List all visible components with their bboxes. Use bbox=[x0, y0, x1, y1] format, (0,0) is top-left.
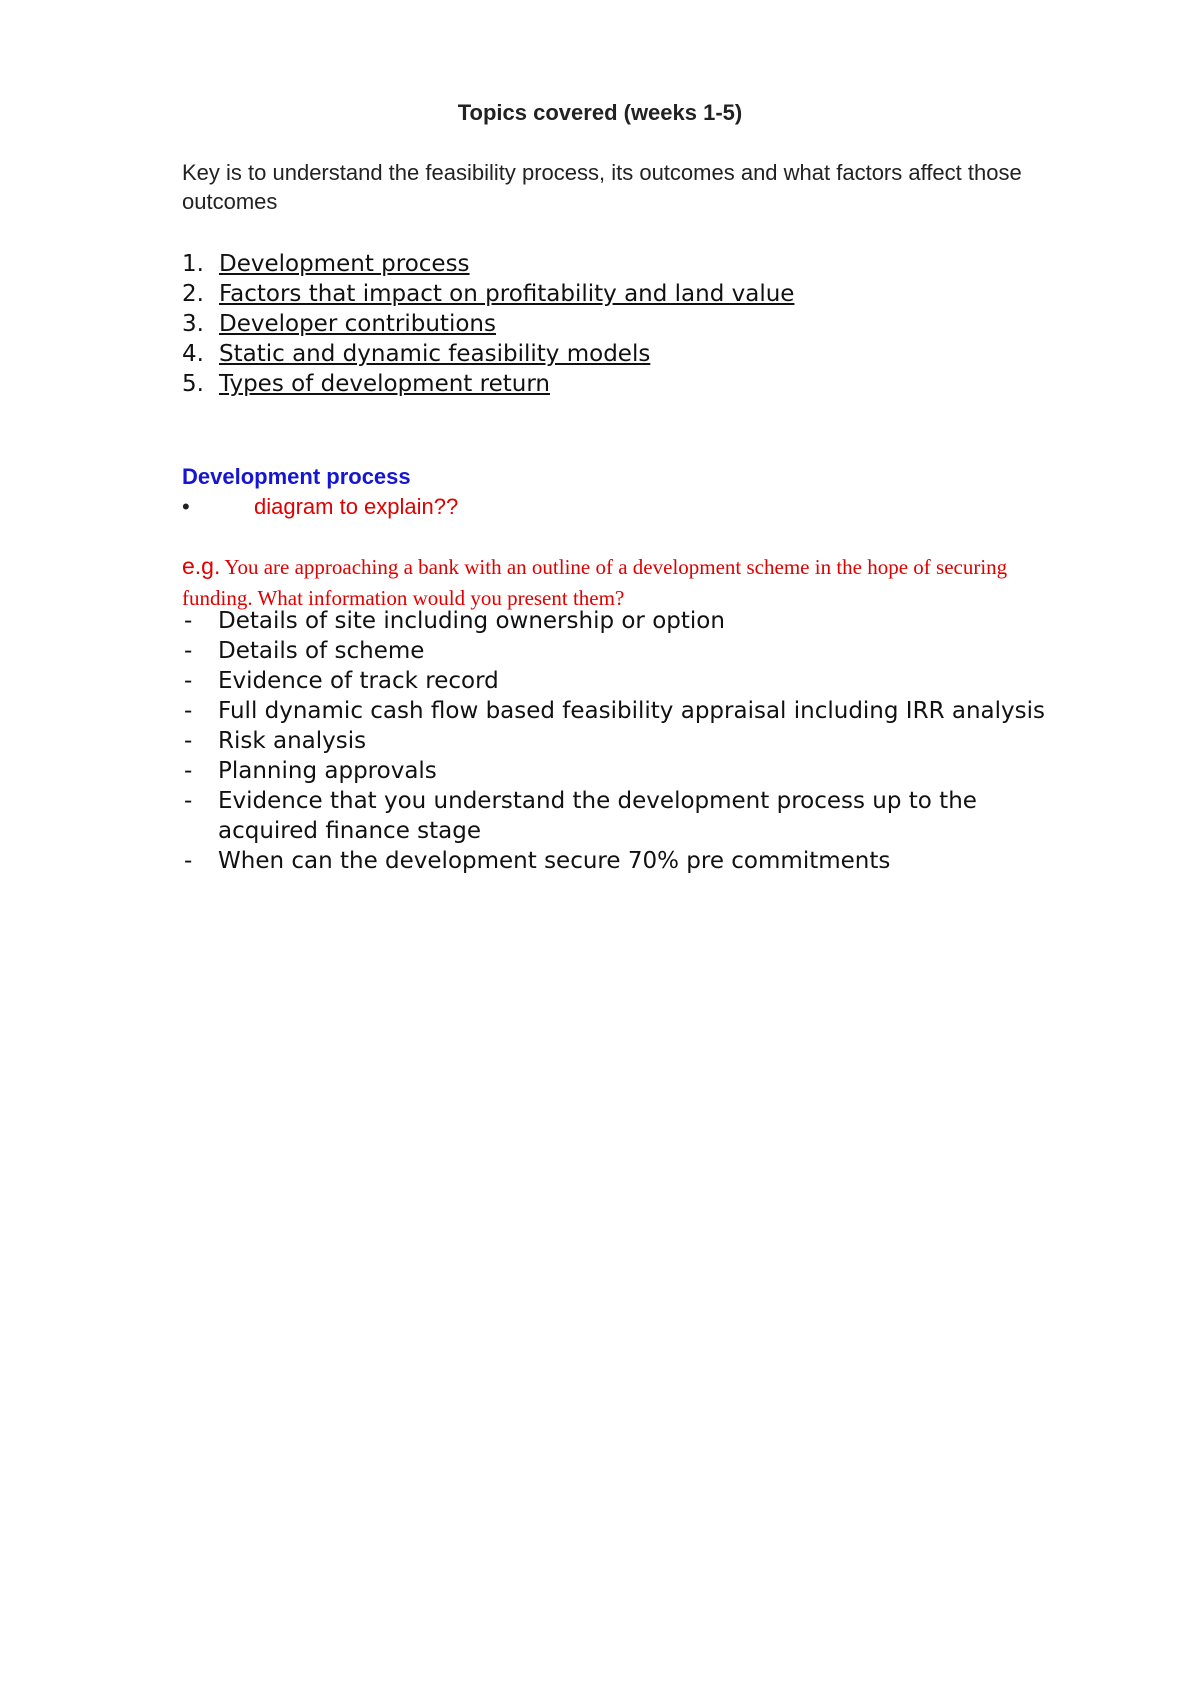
list-item bbox=[182, 309, 794, 339]
list-item-label: When can the development secure 70% pre commitments bbox=[218, 848, 891, 874]
dash-marker: - bbox=[184, 668, 193, 694]
list-item bbox=[182, 279, 794, 309]
list-item bbox=[182, 756, 1062, 786]
list-item bbox=[182, 666, 1062, 696]
bullet-text: diagram to explain?? bbox=[254, 494, 459, 519]
list-item-number: 2. bbox=[182, 281, 204, 307]
list-item-number: 4. bbox=[182, 341, 204, 367]
list-item bbox=[182, 369, 794, 399]
list-item-label: Evidence that you understand the development process up to the acquired finance stage bbox=[218, 788, 977, 844]
intro-paragraph: Key is to understand the feasibility process, its outcomes and what factors affect those outcomes bbox=[182, 160, 1022, 214]
list-item-label: Developer contributions bbox=[219, 311, 496, 337]
list-item bbox=[182, 249, 794, 279]
dash-marker: - bbox=[184, 698, 193, 724]
answers-list bbox=[182, 606, 1062, 876]
list-item-label: Planning approvals bbox=[218, 758, 437, 784]
dash-marker: - bbox=[184, 638, 193, 664]
list-item bbox=[182, 696, 1062, 726]
topics-list bbox=[182, 249, 794, 399]
example-text: You are approaching a bank with an outline of a development scheme in the hope of securing funding. What information would you present them? bbox=[182, 555, 1008, 610]
list-item-label: Evidence of track record bbox=[218, 668, 499, 694]
bullet-item bbox=[182, 494, 458, 520]
list-item bbox=[182, 726, 1062, 756]
list-item-number: 1. bbox=[182, 251, 204, 277]
dash-marker: - bbox=[184, 848, 193, 874]
example-prefix: e.g. bbox=[182, 553, 221, 579]
list-item-label: Factors that impact on profitability and land value bbox=[219, 281, 795, 307]
list-item-label: Risk analysis bbox=[218, 728, 367, 754]
page-title: Topics covered (weeks 1-5) bbox=[457, 100, 743, 125]
dash-marker: - bbox=[184, 728, 193, 754]
dash-marker: - bbox=[184, 608, 193, 634]
list-item bbox=[182, 786, 1062, 846]
list-item-label: Details of scheme bbox=[218, 638, 425, 664]
list-item-number: 5. bbox=[182, 371, 204, 397]
list-item bbox=[182, 846, 1062, 876]
dash-marker: - bbox=[184, 758, 193, 784]
list-item bbox=[182, 636, 1062, 666]
list-item-label: Static and dynamic feasibility models bbox=[219, 341, 651, 367]
list-item-number: 3. bbox=[182, 311, 204, 337]
bullet-marker: • bbox=[182, 494, 190, 519]
dash-marker: - bbox=[184, 788, 193, 814]
list-item-label: Full dynamic cash flow based feasibility appraisal including IRR analysis bbox=[218, 698, 1045, 724]
list-item bbox=[182, 606, 1062, 636]
list-item bbox=[182, 339, 794, 369]
list-item-label: Types of development return bbox=[219, 371, 550, 397]
list-item-label: Details of site including ownership or option bbox=[218, 608, 725, 634]
section-heading: Development process bbox=[182, 464, 411, 489]
list-item-label: Development process bbox=[219, 251, 470, 277]
